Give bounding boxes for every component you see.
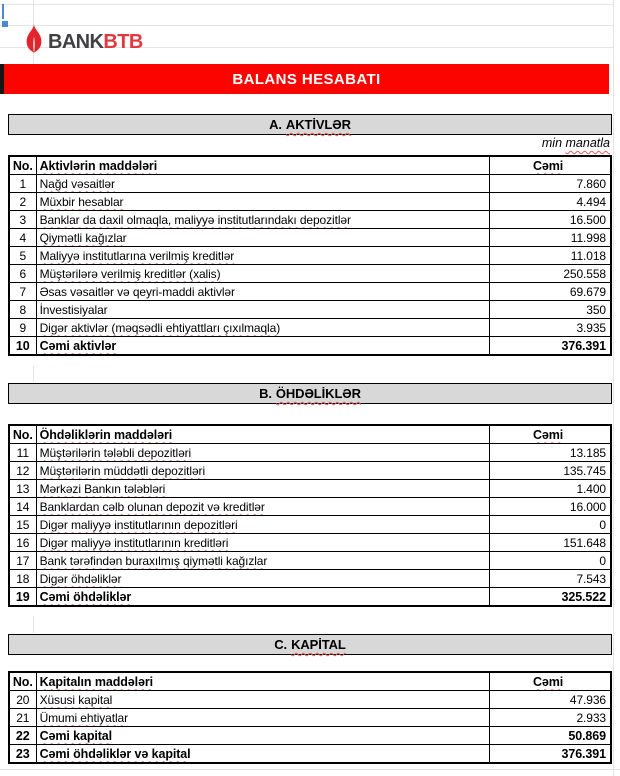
section-letter: C.	[274, 637, 288, 652]
row-value-cell[interactable]: 7.860	[490, 175, 611, 193]
table-row	[9, 265, 611, 283]
row-label: Nağd vəsaitlər	[39, 176, 115, 191]
row-label-cell[interactable]	[36, 516, 490, 534]
row-value-cell[interactable]: 13.185	[490, 444, 611, 462]
row-label-cell[interactable]	[36, 265, 490, 283]
row-number-cell[interactable]: 2	[9, 193, 36, 211]
row-number-cell[interactable]: 18	[9, 570, 36, 588]
col-header-total[interactable]	[490, 672, 611, 691]
row-value-cell[interactable]: 376.391	[490, 337, 611, 356]
row-number-cell[interactable]: 4	[9, 229, 36, 247]
row-label-cell[interactable]	[36, 301, 490, 319]
row-label: Banklar da daxil olmaqla, maliyyə institutlarındakı depozitlər	[39, 212, 351, 227]
logo-btb-word: BTB	[103, 30, 143, 53]
assets-table	[8, 155, 612, 356]
table-row	[9, 211, 611, 229]
row-label-cell[interactable]	[36, 337, 490, 356]
table-header-row	[9, 425, 611, 444]
cell-selection-marker	[2, 4, 4, 19]
row-number-cell[interactable]: 14	[9, 498, 36, 516]
row-value-cell[interactable]: 135.745	[490, 462, 611, 480]
table-row	[9, 283, 611, 301]
table-row	[9, 480, 611, 498]
row-label: Maliyyə institutlarına verilmiş kreditlər	[39, 248, 235, 263]
row-value-cell[interactable]: 3.935	[490, 319, 611, 337]
row-label: Digər öhdəliklər	[39, 571, 122, 586]
table-row	[9, 570, 611, 588]
row-label: Müştərilərin tələbli depozitləri	[39, 445, 192, 460]
gridline	[33, 616, 34, 633]
row-number-cell[interactable]: 5	[9, 247, 36, 265]
col-header-total[interactable]	[490, 156, 611, 175]
row-number-cell[interactable]: 1	[9, 175, 36, 193]
col-header-items[interactable]	[36, 156, 490, 175]
table-row	[9, 691, 611, 709]
row-label-cell[interactable]	[36, 247, 490, 265]
row-value-cell[interactable]: 0	[490, 552, 611, 570]
gridline	[33, 366, 34, 382]
row-label: İnvestisiyalar	[39, 302, 108, 317]
row-label: Müxbir hesablar	[39, 194, 124, 209]
row-label-cell[interactable]	[36, 283, 490, 301]
col-header-no[interactable]: No.	[9, 672, 36, 691]
col-header-no[interactable]: No.	[9, 156, 36, 175]
unit-note	[8, 136, 610, 150]
col-header-total[interactable]	[490, 425, 611, 444]
col-header-items[interactable]	[36, 672, 490, 691]
row-number-cell[interactable]: 8	[9, 301, 36, 319]
row-number-cell[interactable]: 11	[9, 444, 36, 462]
row-label: Cəmi kapital	[39, 728, 113, 743]
row-label-cell[interactable]	[36, 498, 490, 516]
row-label: Xüsusi kapital	[39, 692, 113, 707]
row-label-cell[interactable]	[36, 480, 490, 498]
section-title: AKTİVLƏR	[285, 117, 351, 132]
row-value-cell[interactable]: 325.522	[490, 588, 611, 607]
section-title: KAPİTAL	[291, 637, 346, 652]
bank-logo	[24, 24, 143, 59]
gridline	[0, 769, 620, 770]
row-label: Qiymətli kağızlar	[39, 230, 127, 245]
row-label: Digər maliyyə institutlarının kreditləri	[39, 535, 229, 550]
row-label: Digər aktivlər (məqsədli ehtiyattları çıxılmaqla)	[39, 320, 281, 335]
row-label: Mərkəzi Bankın tələbləri	[39, 481, 166, 496]
col-header-total-label: Cəmi	[532, 674, 564, 689]
row-number-cell[interactable]: 15	[9, 516, 36, 534]
row-number-cell[interactable]: 9	[9, 319, 36, 337]
table-row	[9, 444, 611, 462]
row-label-cell[interactable]	[36, 570, 490, 588]
table-row	[9, 709, 611, 727]
row-value-cell[interactable]: 11.998	[490, 229, 611, 247]
unit-note-plain: min	[541, 136, 563, 150]
gridline	[0, 4, 613, 5]
row-number-cell[interactable]: 20	[9, 691, 36, 709]
row-number-cell[interactable]: 19	[9, 588, 36, 607]
cell-selection-handle[interactable]	[2, 21, 8, 27]
row-label: Cəmi aktivlər	[39, 338, 117, 353]
row-label-cell[interactable]	[36, 588, 490, 607]
table-header-row	[9, 156, 611, 175]
table-row	[9, 745, 611, 764]
table-row	[9, 337, 611, 356]
gridline	[613, 0, 614, 776]
row-value-cell[interactable]: 1.400	[490, 480, 611, 498]
row-label: Ümumi ehtiyatlar	[39, 710, 129, 725]
liabilities-table	[8, 424, 612, 607]
row-label: Müştərilərə verilmiş kreditlər (xalis)	[39, 266, 221, 281]
row-label: Digər maliyyə institutlarının depozitləri	[39, 517, 238, 532]
row-number-cell[interactable]: 22	[9, 727, 36, 745]
row-number-cell[interactable]: 23	[9, 745, 36, 764]
col-header-items-label: Kapitalın maddələri	[39, 674, 153, 689]
row-number-cell[interactable]: 10	[9, 337, 36, 356]
row-label-cell[interactable]	[36, 534, 490, 552]
row-value-cell[interactable]: 69.679	[490, 283, 611, 301]
table-row	[9, 498, 611, 516]
row-number-cell[interactable]: 3	[9, 211, 36, 229]
row-label: Cəmi öhdəliklər	[39, 589, 132, 604]
section-title: ÖHDƏLİKLƏR	[275, 386, 361, 401]
row-value-cell[interactable]: 350	[490, 301, 611, 319]
table-row	[9, 534, 611, 552]
bank-logo-text	[48, 32, 143, 52]
row-value-cell[interactable]: 50.869	[490, 727, 611, 745]
table-header-row	[9, 672, 611, 691]
table-row	[9, 516, 611, 534]
row-number-cell[interactable]: 16	[9, 534, 36, 552]
section-b-header[interactable]	[8, 383, 612, 404]
table-row	[9, 301, 611, 319]
table-row	[9, 319, 611, 337]
section-a-header[interactable]	[8, 114, 612, 135]
col-header-total-label: Cəmi	[532, 158, 564, 173]
row-label: Əsas vəsaitlər və qeyri-maddi aktivlər	[39, 284, 235, 299]
row-value-cell[interactable]: 250.558	[490, 265, 611, 283]
col-header-no[interactable]: No.	[9, 425, 36, 444]
row-value-cell[interactable]: 47.936	[490, 691, 611, 709]
table-row	[9, 727, 611, 745]
row-number-cell[interactable]: 12	[9, 462, 36, 480]
row-label: Bank tərəfindən buraxılmış qiymətli kağızlar	[39, 553, 268, 568]
row-number-cell[interactable]: 21	[9, 709, 36, 727]
row-value-cell[interactable]: 151.648	[490, 534, 611, 552]
report-title: BALANS HESABATI	[232, 70, 381, 88]
row-number-cell[interactable]: 17	[9, 552, 36, 570]
table-row	[9, 247, 611, 265]
logo-bank-word: BANK	[48, 30, 104, 53]
row-label-cell[interactable]	[36, 727, 490, 745]
row-value-cell[interactable]: 4.494	[490, 193, 611, 211]
section-letter: B.	[259, 386, 272, 401]
row-value-cell[interactable]: 0	[490, 516, 611, 534]
row-label: Banklardan cəlb olunan depozit və kreditlər	[39, 499, 265, 514]
row-value-cell[interactable]: 376.391	[490, 745, 611, 764]
unit-note-unit: manatla	[565, 136, 610, 150]
col-header-total-label: Cəmi	[532, 427, 564, 442]
row-label-cell[interactable]	[36, 229, 490, 247]
table-row	[9, 229, 611, 247]
row-value-cell[interactable]: 2.933	[490, 709, 611, 727]
col-header-items-label: Aktivlərin maddələri	[39, 158, 158, 173]
table-row	[9, 193, 611, 211]
row-number-cell[interactable]: 13	[9, 480, 36, 498]
row-label-cell[interactable]	[36, 211, 490, 229]
row-label-cell[interactable]	[36, 745, 490, 764]
row-label-cell[interactable]	[36, 175, 490, 193]
row-label-cell[interactable]	[36, 552, 490, 570]
row-number-cell[interactable]: 6	[9, 265, 36, 283]
row-value-cell[interactable]: 7.543	[490, 570, 611, 588]
row-number-cell[interactable]: 7	[9, 283, 36, 301]
report-title-banner	[0, 64, 609, 94]
row-label-cell[interactable]	[36, 691, 490, 709]
section-c-header[interactable]	[8, 634, 612, 655]
table-row	[9, 175, 611, 193]
row-label-cell[interactable]	[36, 444, 490, 462]
row-label: Cəmi öhdəliklər və kapital	[39, 746, 191, 761]
row-value-cell[interactable]: 11.018	[490, 247, 611, 265]
row-value-cell[interactable]: 16.500	[490, 211, 611, 229]
section-letter: A.	[269, 117, 282, 132]
row-label: Müştərilərin müddətli depozitləri	[39, 463, 206, 478]
row-value-cell[interactable]: 16.000	[490, 498, 611, 516]
capital-table	[8, 671, 612, 764]
row-label-cell[interactable]	[36, 709, 490, 727]
col-header-items-label: Öhdəliklərin maddələri	[39, 427, 173, 442]
flame-icon	[24, 24, 44, 59]
table-row	[9, 552, 611, 570]
table-row	[9, 588, 611, 607]
table-row	[9, 462, 611, 480]
col-header-items[interactable]	[36, 425, 490, 444]
row-label-cell[interactable]	[36, 319, 490, 337]
row-label-cell[interactable]	[36, 462, 490, 480]
row-label-cell[interactable]	[36, 193, 490, 211]
